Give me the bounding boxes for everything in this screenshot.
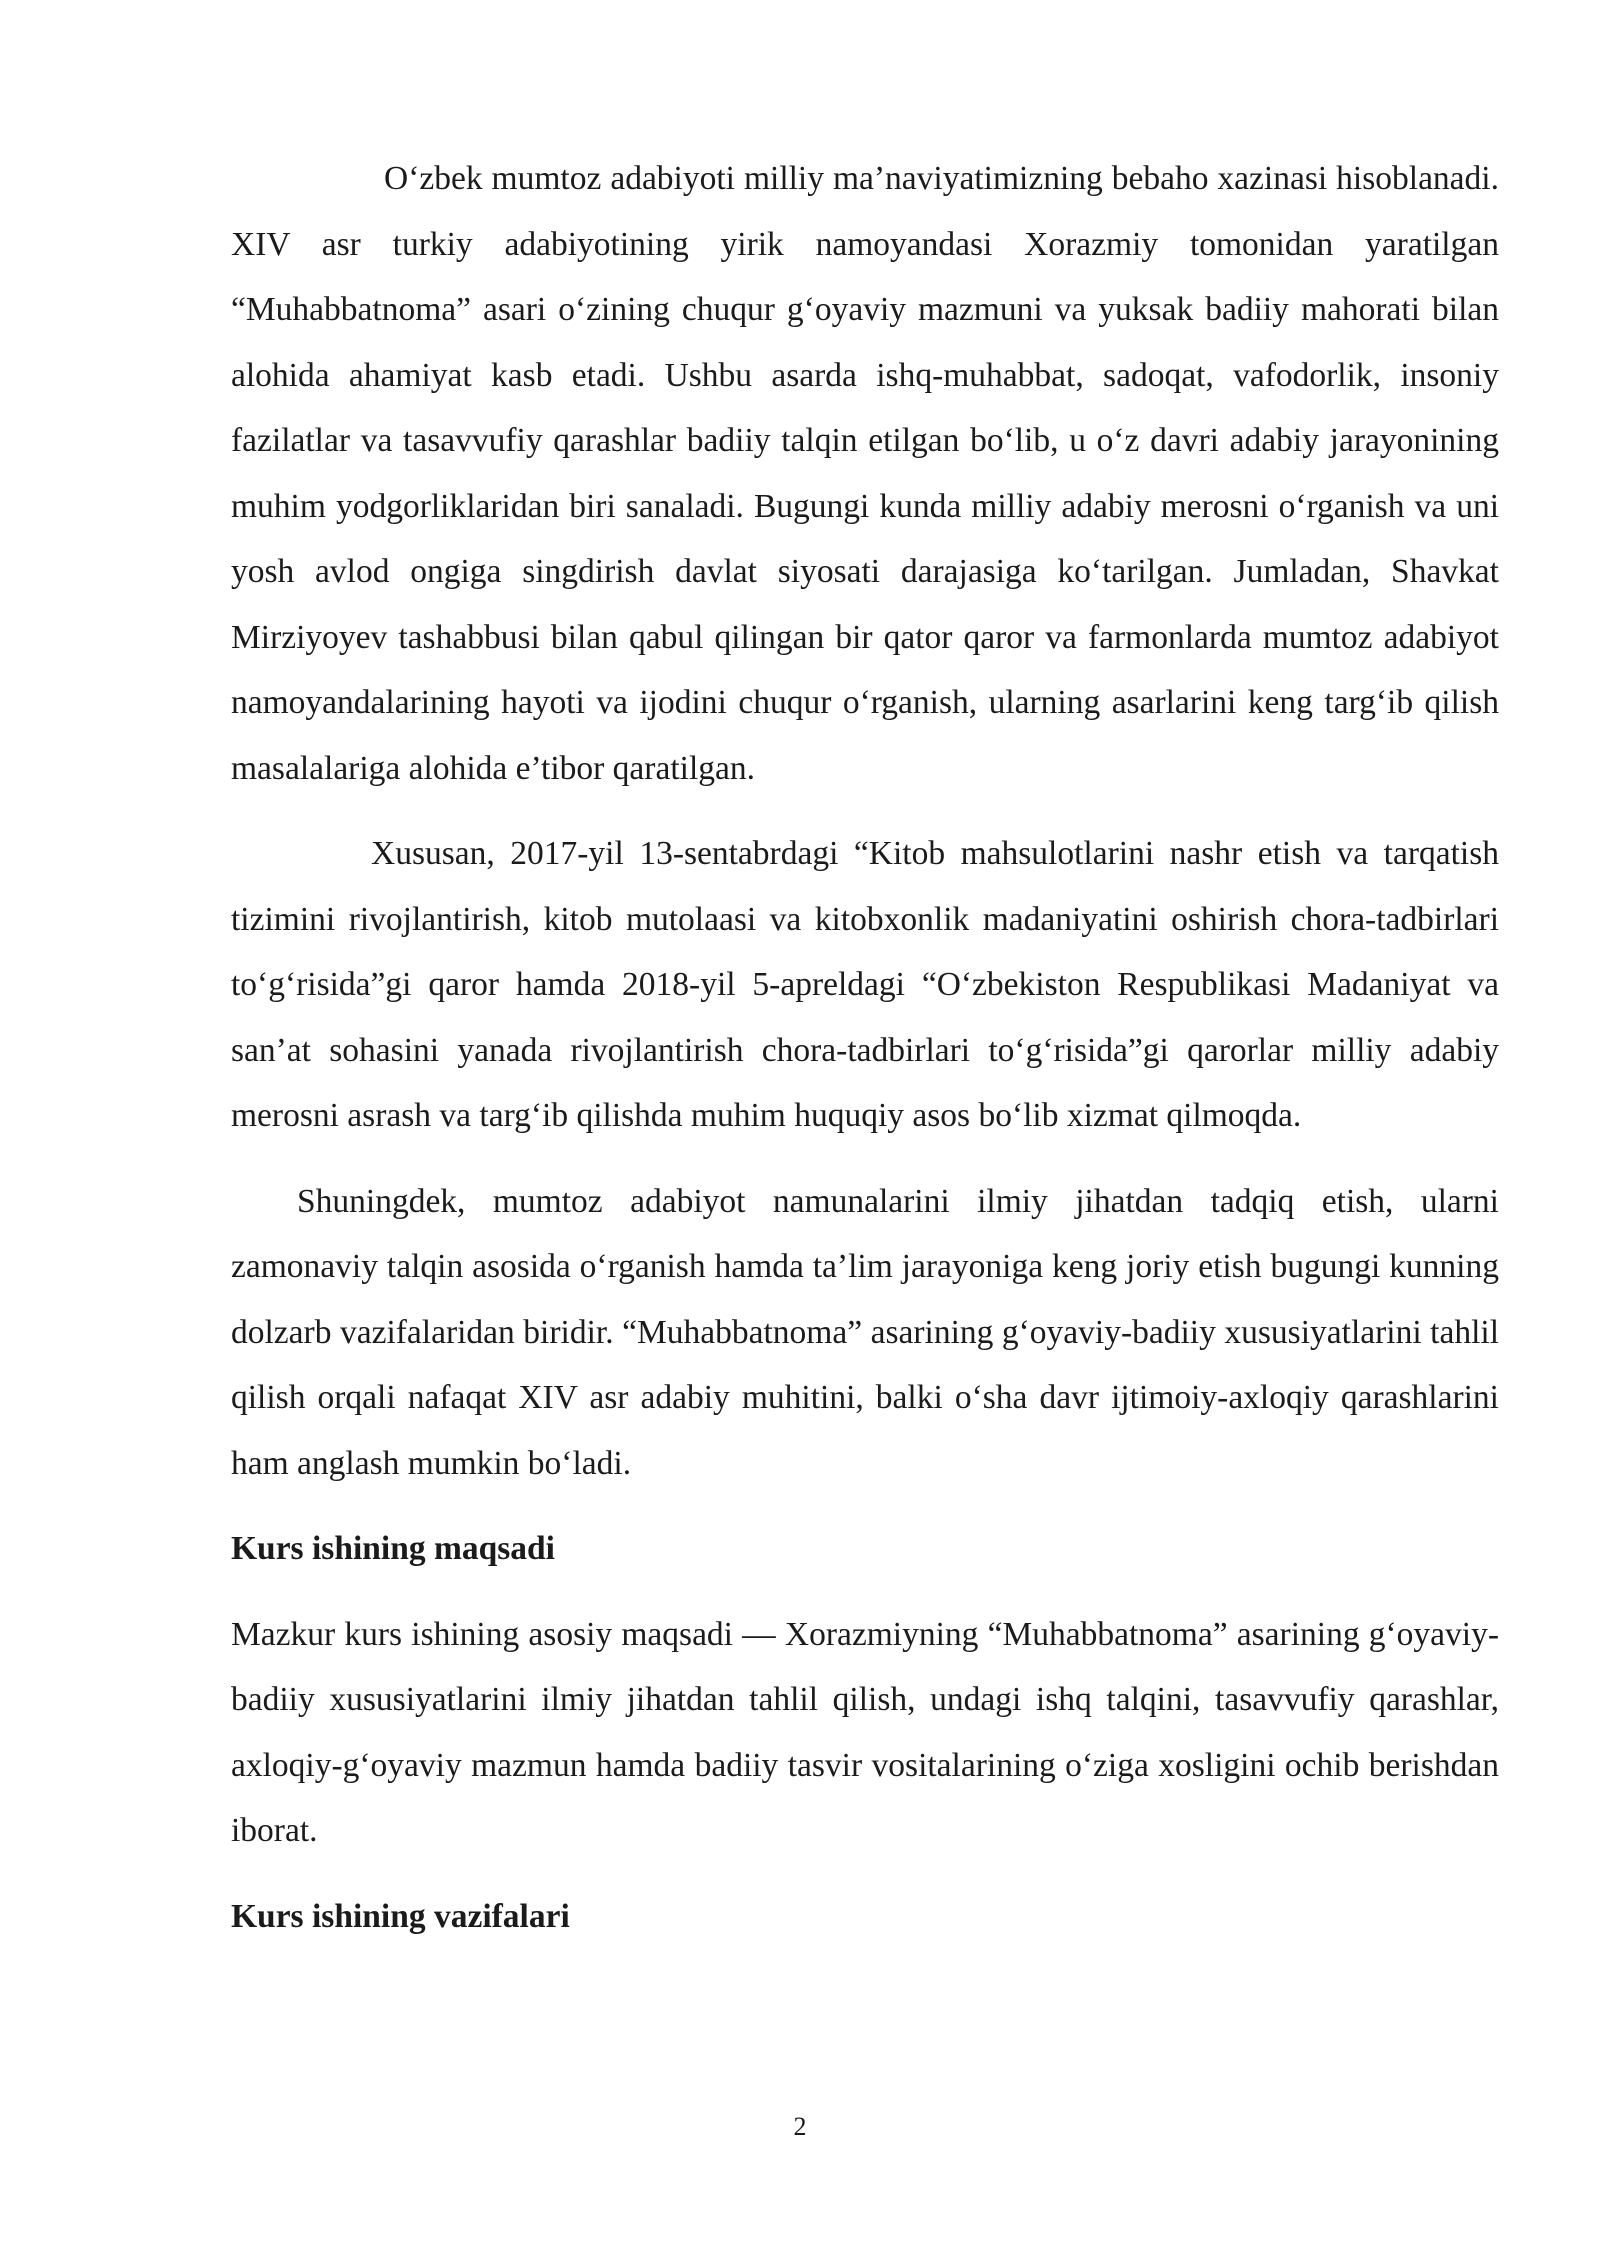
tasks-heading: Kurs ishining vazifalari: [231, 1897, 570, 1935]
page-body: [231, 146, 1499, 1969]
intro-paragraph: O‘zbek mumtoz adabiyoti milliy ma’naviyatimizning bebaho xazinasi hisoblanadi. XIV asr turkiy adabiyotining yirik namoyandasi Xorazmiy tomonidan yaratilgan “Muhabbatnoma” asari o‘zining chuqur g‘oyaviy mazmuni va yuksak badiiy mahorati bilan alohida ahamiyat kasb etadi. Ushbu asarda ishq-muhabbat, sadoqat, vafodorlik, insoniy fazilatlar va tasavvufiy qarashlar badiiy talqin etilgan bo‘lib, u o‘z davri adabiy jarayonining muhim yodgorliklaridan biri sanaladi. Bugungi kunda milliy adabiy merosni o‘rganish va uni yosh avlod ongiga singdirish davlat siyosati darajasiga ko‘tarilgan. Jumladan, Shavkat Mirziyoyev tashabbusi bilan qabul qilingan bir qator qaror va farmonlarda mumtoz adabiyot namoyandalarining hayoti va ijodini chuqur o‘rganish, ularning asarlarini keng targ‘ib qilish masalalariga alohida e’tibor qaratilgan.: [231, 160, 1499, 787]
relevance-paragraph: Shuningdek, mumtoz adabiyot namunalarini ilmiy jihatdan tadqiq etish, ularni zamonaviy talqin asosida o‘rganish hamda ta’lim jarayoniga keng joriy etish bugungi kunning dolzarb vazifalaridan biridir. “Muhabbatnoma” asarining g‘oyaviy-badiiy xususiyatlarini tahlil qilish orqali nafaqat XIV asr adabiy muhitini, balki o‘sha davr ijtimoiy-axloqiy qarashlarini ham anglash mumkin bo‘ladi.: [231, 1182, 1499, 1482]
goal-paragraph: Mazkur kurs ishining asosiy maqsadi — Xorazmiyning “Muhabbatnoma” asarining g‘oyaviy-badiiy xususiyatlarini ilmiy jihatdan tahlil qilish, undagi ishq talqini, tasavvufiy qarashlar, axloqiy-g‘oyaviy mazmun hamda badiiy tasvir vositalarining o‘ziga xosligini ochib berishdan iborat.: [231, 1615, 1499, 1849]
page-number: 2: [793, 2112, 807, 2141]
goal-heading: Kurs ishining maqsadi: [231, 1530, 555, 1567]
decrees-paragraph: Xususan, 2017-yil 13-sentabrdagi “Kitob mahsulotlarini nashr etish va tarqatish tizimini rivojlantirish, kitob mutolaasi va kitobxonlik madaniyatini oshirish chora-tadbirlari to‘g‘risida”gi qaror hamda 2018-yil 5-apreldagi “O‘zbekiston Respublikasi Madaniyat va san’at sohasini yanada rivojlantirish chora-tadbirlari to‘g‘risida”gi qarorlar milliy adabiy merosni asrash va targ‘ib qilishda muhim huquqiy asos bo‘lib xizmat qilmoqda.: [231, 835, 1499, 1134]
